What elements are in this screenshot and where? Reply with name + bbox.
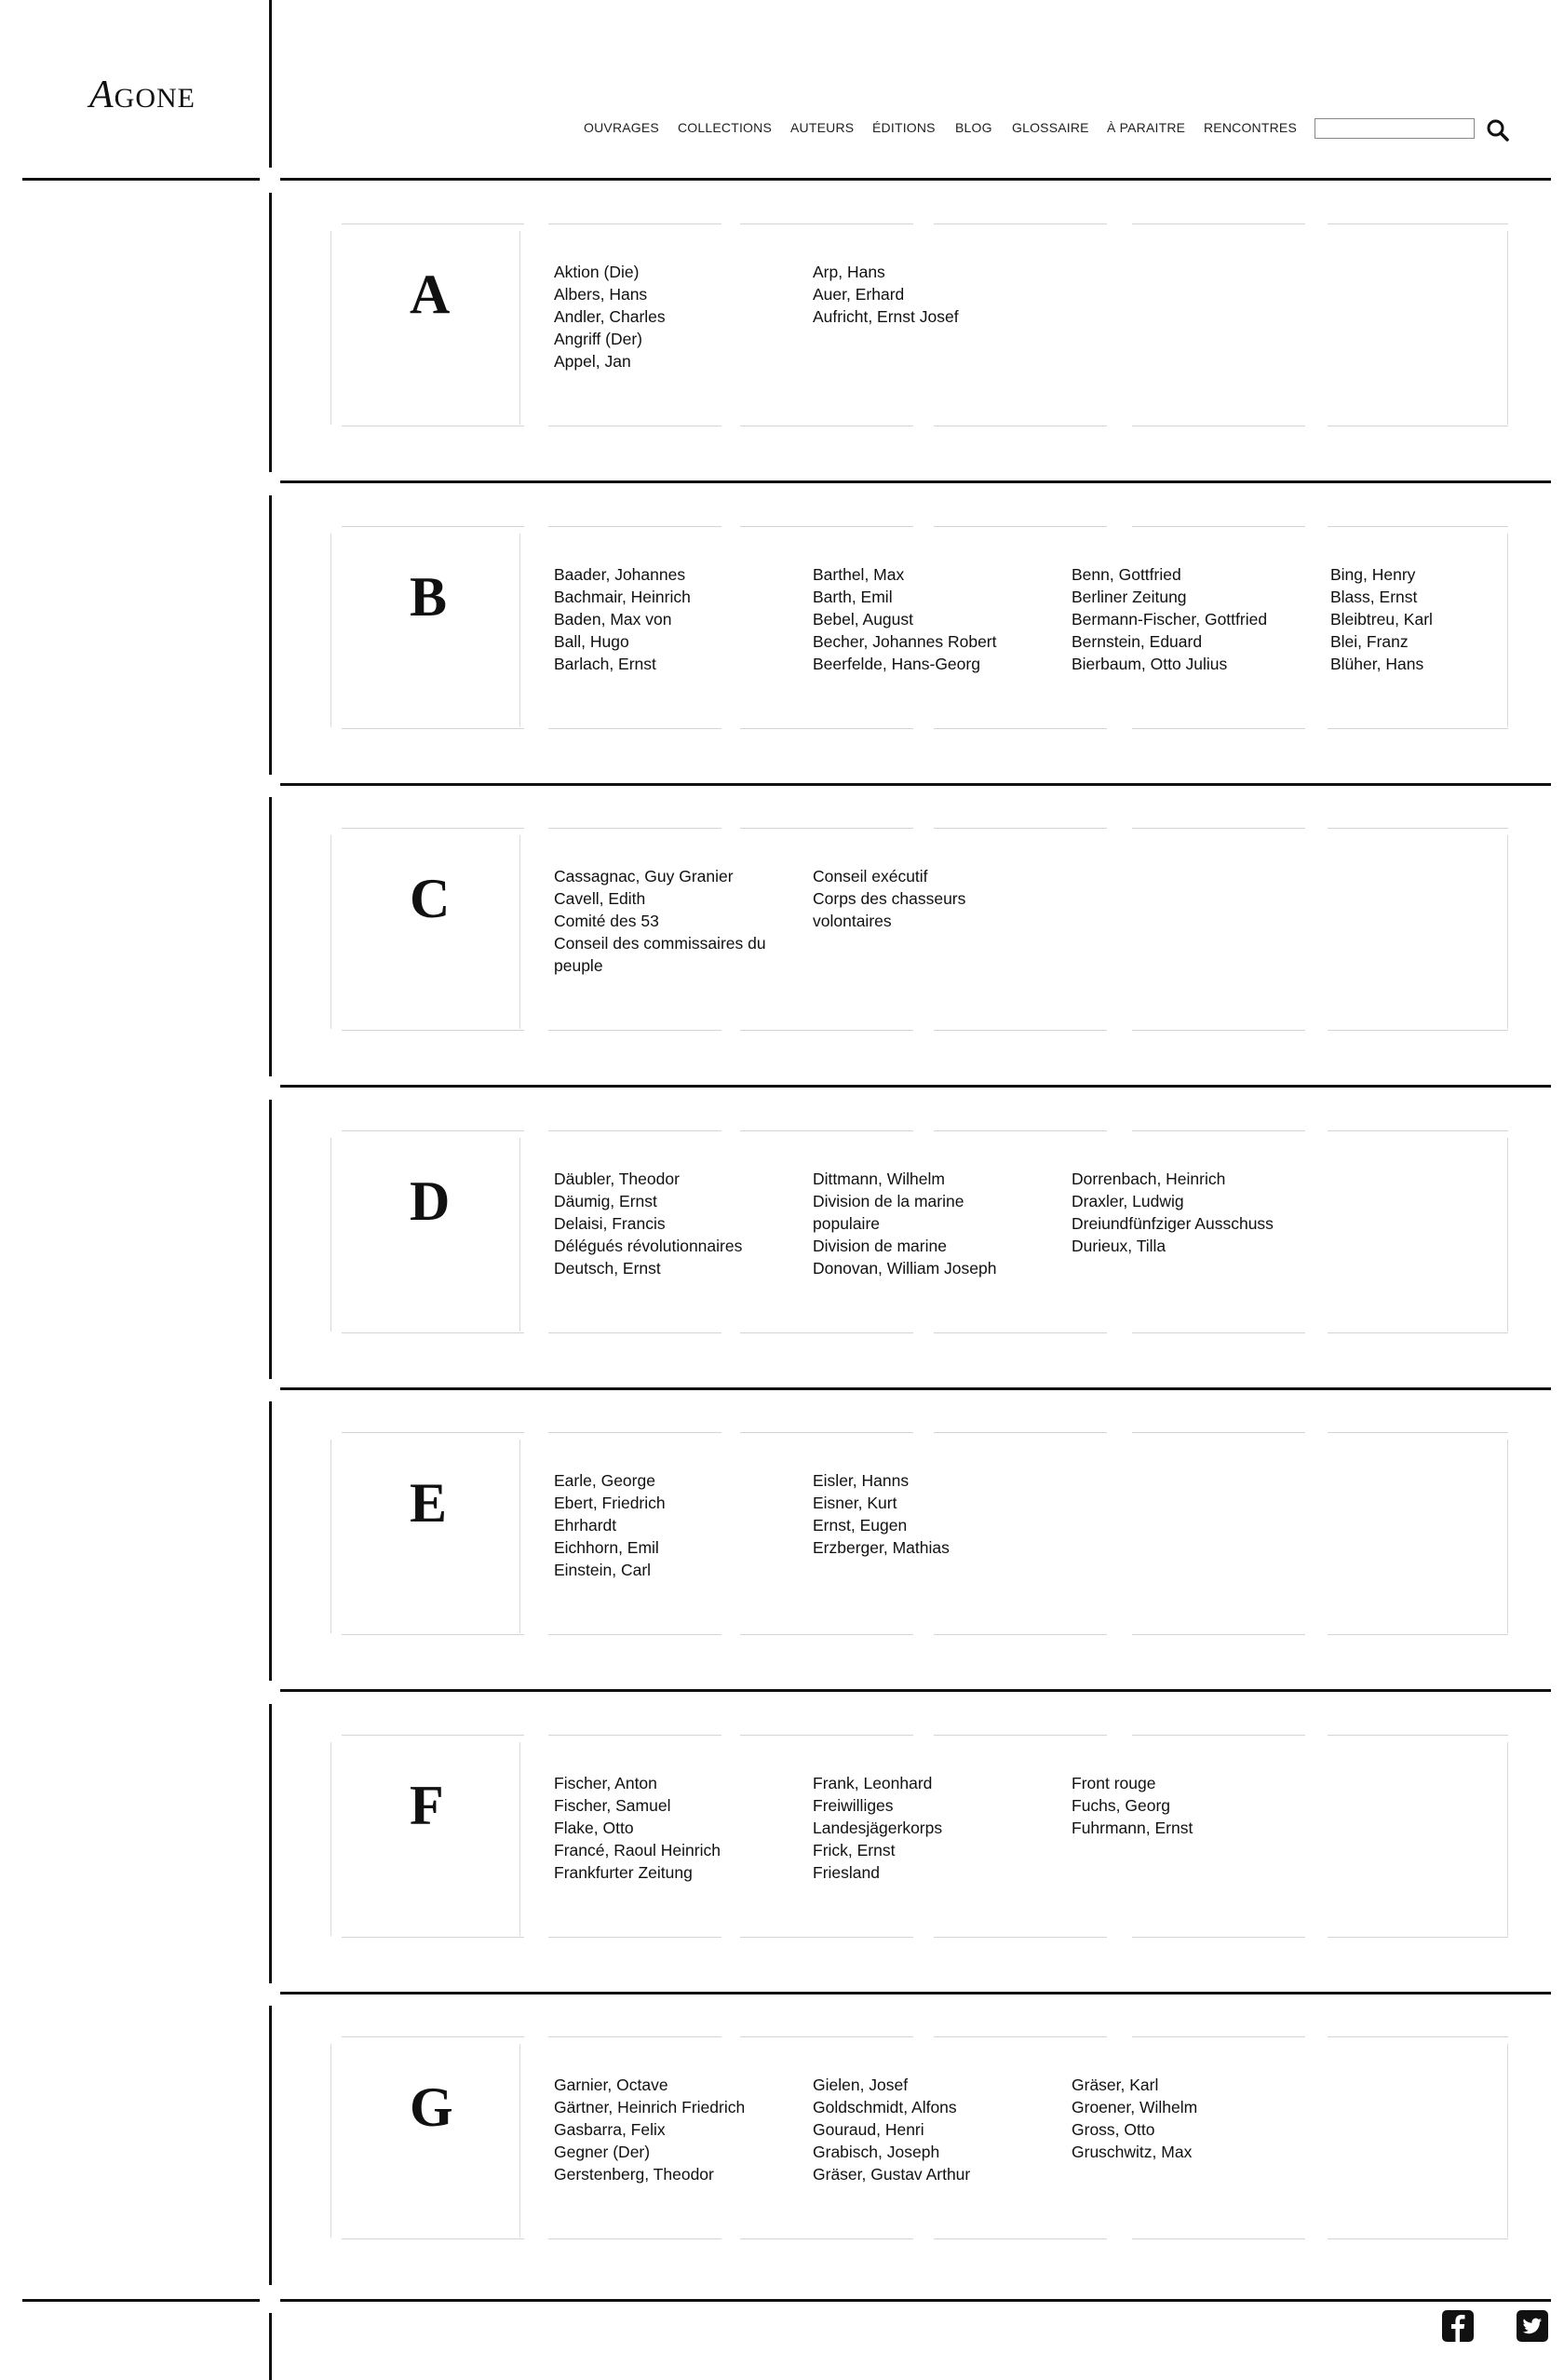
search-input[interactable] [1315,118,1475,139]
author-link[interactable]: Däubler, Theodor [554,1170,680,1188]
names-column [554,563,805,675]
letter-section-b [330,526,1508,729]
section-divider [269,1401,272,1681]
author-link[interactable]: Délégués révolutionnaires [554,1237,743,1255]
author-link[interactable]: Bing, Henry [1330,565,1416,584]
author-link[interactable]: Gielen, Josef [813,2076,909,2094]
author-link[interactable]: Blei, Franz [1330,632,1409,651]
author-link[interactable]: Albers, Hans [554,285,648,304]
author-link[interactable]: Comité des 53 [554,912,659,930]
author-link[interactable]: Aktion (Die) [554,263,640,281]
section-divider [269,2006,272,2285]
author-link[interactable]: Gruschwitz, Max [1072,2143,1193,2161]
author-link[interactable]: Gross, Otto [1072,2120,1155,2139]
search-icon[interactable] [1486,118,1510,142]
nav-link-auteurs[interactable]: AUTEURS [790,120,855,135]
nav-link-blog[interactable]: BLOG [955,120,992,135]
section-rule [280,480,1551,483]
letter-section-f [330,1735,1508,1938]
author-link[interactable]: Frankfurter Zeitung [554,1863,693,1882]
author-link[interactable]: Ball, Hugo [554,632,629,651]
author-link[interactable]: Grabisch, Joseph [813,2143,940,2161]
nav-link-à-paraitre[interactable]: À PARAITRE [1107,120,1186,135]
letter-box [330,534,520,727]
author-link[interactable]: Aufricht, Ernst Josef [813,307,959,326]
names-column [554,2074,805,2185]
author-link[interactable]: Francé, Raoul Heinrich [554,1841,721,1859]
author-link[interactable]: Blass, Ernst [1330,588,1418,606]
grid-cell [1328,223,1508,426]
grid-cell [1132,1432,1305,1635]
author-link[interactable]: Gasbarra, Felix [554,2120,666,2139]
author-link[interactable]: Fischer, Anton [554,1774,657,1792]
facebook-icon[interactable] [1442,2310,1474,2342]
grid-cell [1328,1735,1508,1938]
names-column [813,1772,1064,1884]
letter-section-a [330,223,1508,426]
author-link[interactable]: Bierbaum, Otto Julius [1072,655,1228,673]
names-column [1072,1772,1323,1839]
section-right-edge [1507,835,1508,1029]
author-link[interactable]: Fischer, Samuel [554,1796,671,1815]
names-column [554,1469,805,1581]
author-link[interactable]: Delaisi, Francis [554,1214,666,1233]
author-link[interactable]: Appel, Jan [554,352,631,371]
nav-link-éditions[interactable]: ÉDITIONS [872,120,936,135]
author-link[interactable]: Ebert, Friedrich [554,1494,666,1512]
section-rule [280,1689,1551,1692]
section-right-edge [1507,1138,1508,1332]
author-link[interactable]: Earle, George [554,1471,655,1490]
section-letter: C [410,868,451,929]
author-link[interactable]: Arp, Hans [813,263,885,281]
author-link[interactable]: Barth, Emil [813,588,893,606]
header-rule-right [280,178,1551,181]
section-right-edge [1507,1742,1508,1936]
author-link[interactable]: Bleibtreu, Karl [1330,610,1433,629]
author-link[interactable]: Dorrenbach, Heinrich [1072,1170,1226,1188]
author-link[interactable]: Frick, Ernst [813,1841,896,1859]
author-link[interactable]: Benn, Gottfried [1072,565,1181,584]
author-link[interactable]: Donovan, William Joseph [813,1259,997,1278]
site-logo[interactable] [89,73,196,117]
author-link[interactable]: Eichhorn, Emil [554,1538,659,1557]
author-link[interactable]: Angriff (Der) [554,330,642,348]
names-column [813,261,1064,328]
nav-link-glossaire[interactable]: GLOSSAIRE [1012,120,1089,135]
nav-link-rencontres[interactable]: RENCONTRES [1204,120,1298,135]
grid-cell [1132,223,1305,426]
author-link[interactable]: Gerstenberg, Theodor [554,2165,714,2184]
section-right-edge [1507,231,1508,425]
section-right-edge [1507,1440,1508,1633]
author-link[interactable]: Auer, Erhard [813,285,905,304]
author-link[interactable]: Cassagnac, Guy Granier [554,867,734,886]
author-link[interactable]: Goldschmidt, Alfons [813,2098,957,2116]
grid-cell [1328,2036,1508,2239]
author-link[interactable]: Durieux, Tilla [1072,1237,1166,1255]
author-link[interactable]: Baader, Johannes [554,565,686,584]
author-link[interactable]: Gärtner, Heinrich Friedrich [554,2098,746,2116]
letter-box [330,835,520,1029]
author-link[interactable]: Barthel, Max [813,565,905,584]
author-link[interactable]: Dreiundfünfziger Ausschuss [1072,1214,1274,1233]
author-link[interactable]: Ernst, Eugen [813,1516,908,1535]
letter-box [330,1440,520,1633]
author-link[interactable]: Front rouge [1072,1774,1156,1792]
nav-link-ouvrages[interactable]: OUVRAGES [584,120,659,135]
names-column [554,865,805,977]
names-column [554,1168,805,1279]
names-column [554,261,805,372]
section-letter: B [410,566,448,628]
author-link[interactable]: Fuchs, Georg [1072,1796,1171,1815]
author-link[interactable]: Gouraud, Henri [813,2120,924,2139]
twitter-icon[interactable] [1517,2310,1548,2342]
names-column [813,1469,1064,1559]
letter-section-d [330,1130,1508,1333]
names-column [813,2074,1064,2185]
author-link[interactable]: Andler, Charles [554,307,666,326]
author-link[interactable]: Eisler, Hanns [813,1471,910,1490]
author-link[interactable]: Bebel, August [813,610,913,629]
author-link[interactable]: Ehrhardt [554,1516,617,1535]
author-link[interactable]: Division de la marine populaire [813,1192,964,1233]
author-link[interactable]: Gräser, Gustav Arthur [813,2165,971,2184]
section-divider [269,495,272,775]
author-link[interactable]: Garnier, Octave [554,2076,668,2094]
grid-cell [1132,828,1305,1031]
letter-box [330,1138,520,1332]
letter-box [330,231,520,425]
author-link[interactable]: Draxler, Ludwig [1072,1192,1184,1210]
section-rule [280,1085,1551,1088]
logo-initial: A [89,74,115,116]
section-divider [269,1704,272,1983]
author-link[interactable]: Einstein, Carl [554,1561,652,1579]
names-column [1072,1168,1323,1257]
author-link[interactable]: Groener, Wilhelm [1072,2098,1198,2116]
author-link[interactable]: Cavell, Edith [554,889,646,908]
names-column [813,865,1064,932]
letter-box [330,2044,520,2238]
author-link[interactable]: Flake, Otto [554,1819,634,1837]
letter-section-g [330,2036,1508,2239]
section-rule [280,1387,1551,1390]
author-link[interactable]: Corps des chasseurs volontaires [813,889,966,930]
author-link[interactable]: Fuhrmann, Ernst [1072,1819,1193,1837]
nav-link-collections[interactable]: COLLECTIONS [678,120,772,135]
section-divider [269,797,272,1076]
footer-rule-left [22,2299,260,2302]
section-rule [280,783,1551,786]
author-link[interactable]: Bachmair, Heinrich [554,588,691,606]
names-column [813,563,1064,675]
names-column [1330,563,1564,675]
author-link[interactable]: Conseil exécutif [813,867,928,886]
author-link[interactable]: Freiwilliges Landesjägerkorps [813,1796,943,1837]
author-link[interactable]: Conseil des commissaires du peuple [554,934,766,975]
grid-cell [1328,1130,1508,1333]
sidebar-divider-bottom [269,2313,272,2380]
section-letter: G [410,2076,453,2138]
section-right-edge [1507,2044,1508,2238]
author-link[interactable]: Berliner Zeitung [1072,588,1187,606]
author-link[interactable]: Barlach, Ernst [554,655,656,673]
author-link[interactable]: Becher, Johannes Robert [813,632,997,651]
letter-section-c [330,828,1508,1031]
author-link[interactable]: Gegner (Der) [554,2143,651,2161]
names-column [1072,563,1323,675]
header-rule-left [22,178,260,181]
names-column [554,1772,805,1884]
author-link[interactable]: Dittmann, Wilhelm [813,1170,945,1188]
letter-box [330,1742,520,1936]
letter-section-e [330,1432,1508,1635]
author-link[interactable]: Frank, Leonhard [813,1774,933,1792]
logo-rest: GONE [114,83,196,114]
author-link[interactable]: Bernstein, Eduard [1072,632,1203,651]
grid-cell [1328,1432,1508,1635]
author-link[interactable]: Erzberger, Mathias [813,1538,950,1557]
author-link[interactable]: Baden, Max von [554,610,672,629]
footer-rule-right [280,2299,1551,2302]
author-link[interactable]: Eisner, Kurt [813,1494,897,1512]
section-letter: F [410,1775,444,1836]
grid-cell [1328,828,1508,1031]
section-letter: D [410,1170,451,1232]
section-divider [269,193,272,472]
author-link[interactable]: Division de marine [813,1237,947,1255]
section-letter: E [410,1472,448,1534]
names-column [813,1168,1064,1279]
section-rule [280,1992,1551,1995]
section-letter: A [410,264,451,325]
sidebar-divider-top [269,0,272,168]
section-divider [269,1100,272,1379]
author-link[interactable]: Blüher, Hans [1330,655,1424,673]
author-link[interactable]: Gräser, Karl [1072,2076,1159,2094]
author-link[interactable]: Friesland [813,1863,880,1882]
author-link[interactable]: Beerfelde, Hans-Georg [813,655,980,673]
names-column [1072,2074,1323,2163]
author-link[interactable]: Deutsch, Ernst [554,1259,661,1278]
author-link[interactable]: Däumig, Ernst [554,1192,657,1210]
author-link[interactable]: Bermann-Fischer, Gottfried [1072,610,1268,629]
